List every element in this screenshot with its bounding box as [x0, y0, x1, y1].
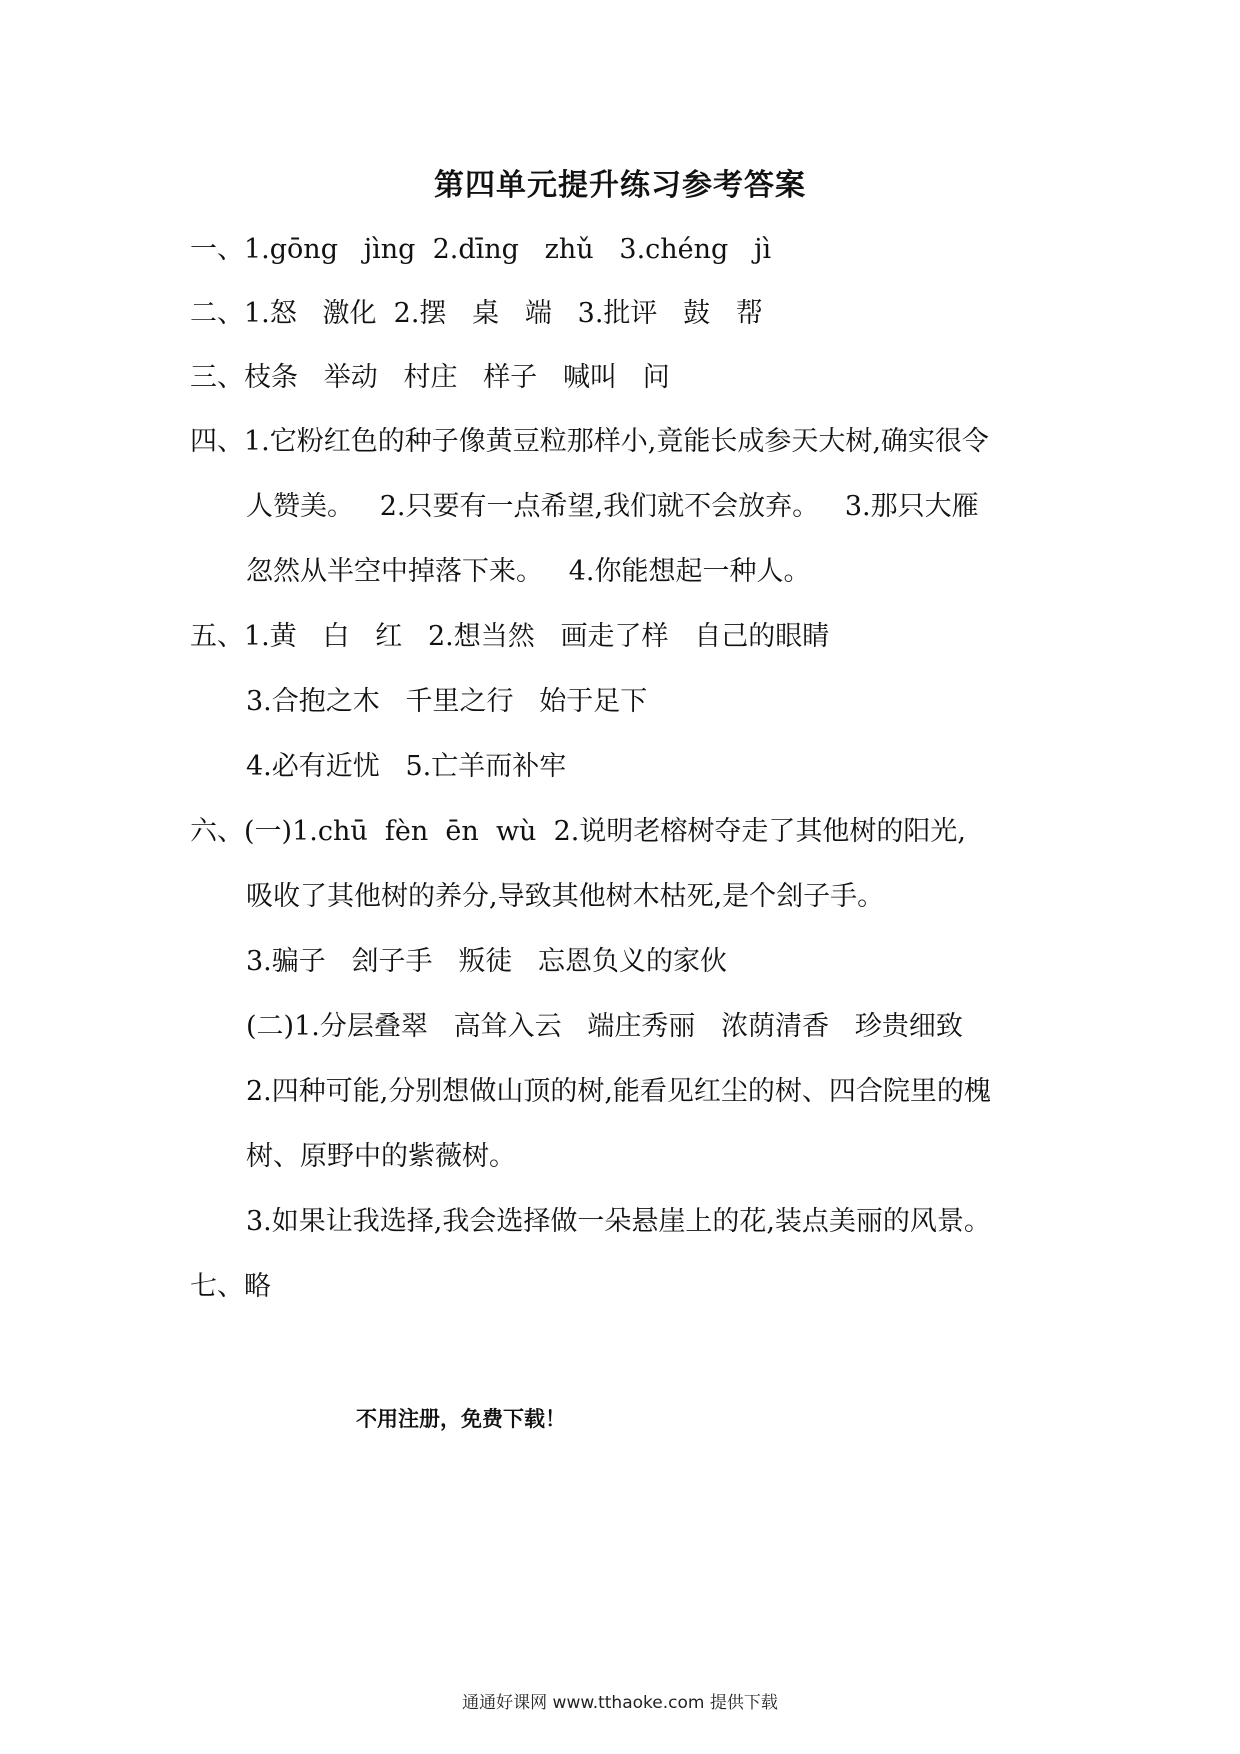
answer-section-4-line-1: 四、1.它粉红色的种子像黄豆粒那样小,竟能长成参天大树,确实很令 — [190, 426, 989, 457]
answer-section-6-line-2: 吸收了其他树的养分,导致其他树木枯死,是个刽子手。 — [246, 881, 885, 912]
answer-section-5-line-2: 3.合抱之木 千里之行 始于足下 — [246, 686, 648, 717]
answer-section-4-line-2: 人赞美。 2.只要有一点希望,我们就不会放弃。 3.那只大雁 — [246, 491, 979, 522]
page-title: 第四单元提升练习参考答案 — [434, 168, 806, 203]
answer-section-6-line-4: (二)1.分层叠翠 高耸入云 端庄秀丽 浓荫清香 珍贵细致 — [246, 1011, 963, 1042]
answer-section-6-line-3: 3.骗子 刽子手 叛徒 忘恩负义的家伙 — [246, 946, 728, 977]
answer-section-6-line-5: 2.四种可能,分别想做山顶的树,能看见红尘的树、四合院里的槐 — [246, 1076, 991, 1107]
answer-section-6-line-1: 六、(一)1.chū fèn ēn wù 2.说明老榕树夺走了其他树的阳光, — [190, 816, 966, 847]
answer-section-6-line-7: 3.如果让我选择,我会选择做一朵悬崖上的花,装点美丽的风景。 — [246, 1206, 991, 1237]
answer-section-3: 三、枝条 举动 村庄 样子 喊叫 问 — [190, 362, 670, 393]
answer-section-4-line-3: 忽然从半空中掉落下来。 4.你能想起一种人。 — [246, 556, 811, 587]
answer-section-1: 一、1.gōng jìng 2.dīng zhǔ 3.chéng jì — [190, 234, 772, 265]
answer-section-5-line-3: 4.必有近忧 5.亡羊而补牢 — [246, 751, 567, 782]
page-footer: 通通好课网 www.tthaoke.com 提供下载 — [462, 1693, 778, 1713]
answer-section-2: 二、1.怒 激化 2.摆 桌 端 3.批评 鼓 帮 — [190, 298, 763, 329]
download-note: 不用注册，免费下载！ — [356, 1407, 566, 1431]
answer-section-5-line-1: 五、1.黄 白 红 2.想当然 画走了样 自己的眼睛 — [190, 621, 830, 652]
answer-section-6-line-6: 树、原野中的紫薇树。 — [246, 1141, 516, 1172]
answer-section-7: 七、略 — [190, 1271, 271, 1302]
